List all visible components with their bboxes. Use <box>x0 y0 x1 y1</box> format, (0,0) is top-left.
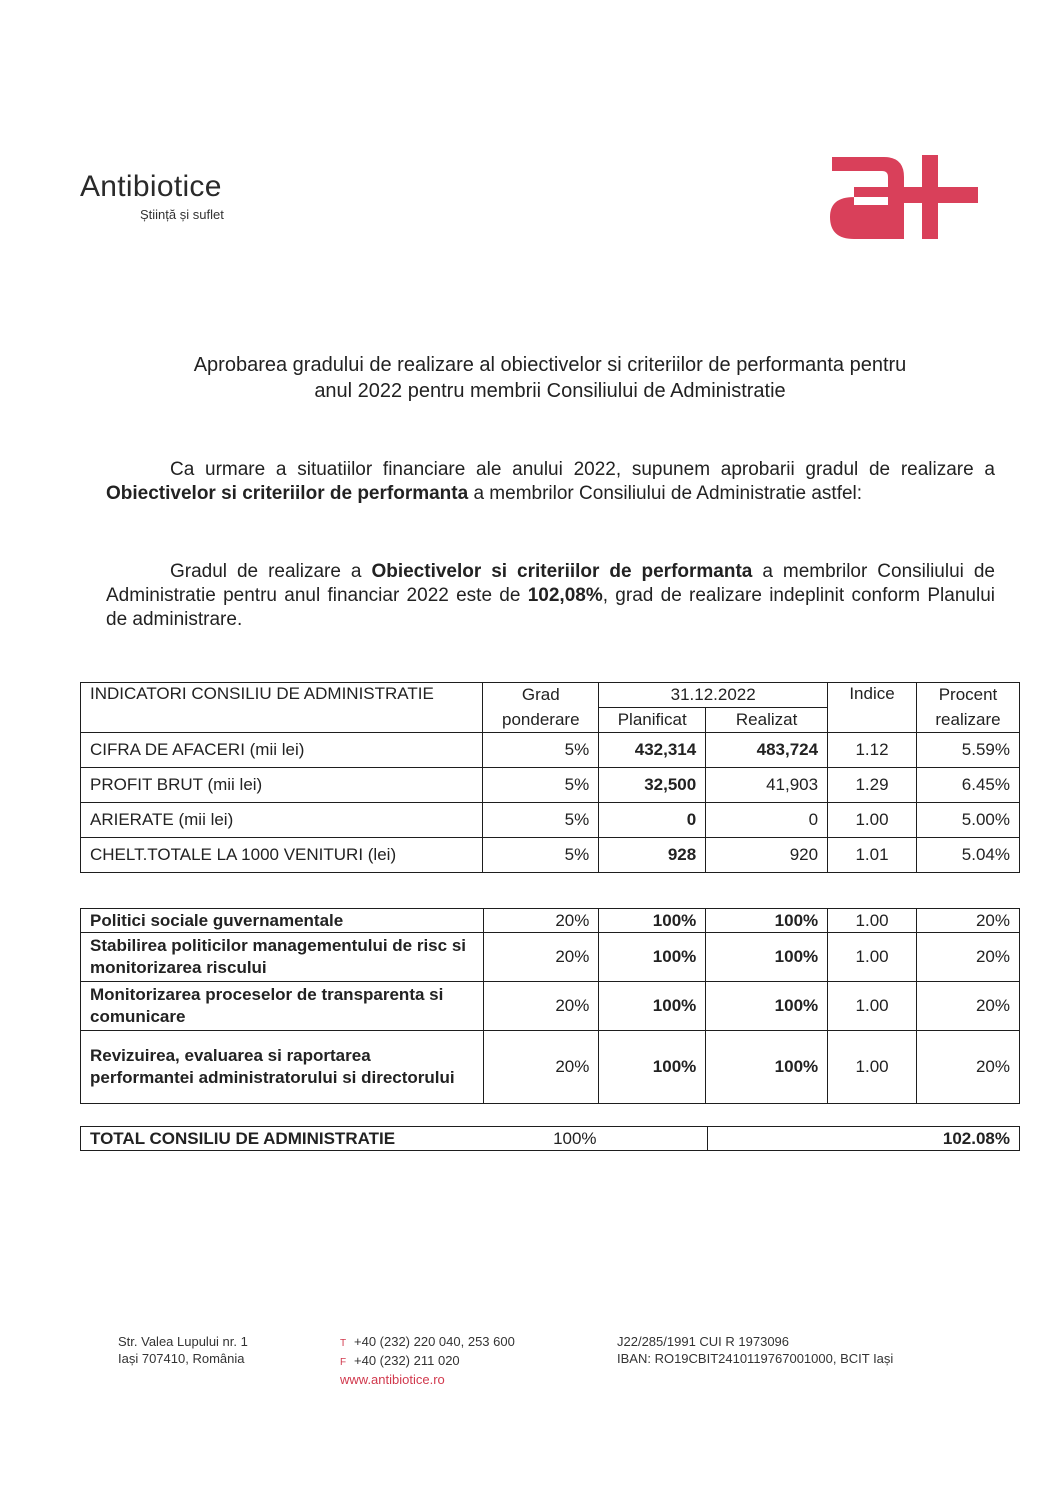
p1-bold: Obiectivelor si criteriilor de performanta <box>106 483 469 504</box>
cell-grad: 5% <box>483 768 599 803</box>
table-row <box>81 982 1020 1031</box>
brand-tagline: Știință și suflet <box>140 207 224 222</box>
cell-indice: 1.00 <box>828 803 917 838</box>
cell-realizat: 100% <box>706 909 828 933</box>
p2-text-c: , grad de realizare indeplinit conform Planului de administrare. <box>106 585 995 630</box>
address-line-2: Iași 707410, România <box>118 1351 245 1366</box>
cell-planificat: 100% <box>599 1031 706 1104</box>
header-realizat: Realizat <box>706 708 828 733</box>
cell-grad: 5% <box>483 733 599 768</box>
cell-indicator: Monitorizarea proceselor de transparenta si comunicare <box>81 982 484 1031</box>
cell-indicator: CHELT.TOTALE LA 1000 VENITURI (lei) <box>81 838 483 873</box>
cell-indice: 1.00 <box>828 933 917 982</box>
cell-realizat: 100% <box>706 933 828 982</box>
p1-text-b: a membrilor Consiliului de Administratie astfel: <box>468 483 863 504</box>
header-indice: Indice <box>828 683 917 733</box>
cell-planificat: 432,314 <box>599 733 706 768</box>
cell-indice: 1.12 <box>828 733 917 768</box>
cell-indicator: Politici sociale guvernamentale <box>81 909 484 933</box>
cell-procent: 20% <box>917 982 1020 1031</box>
table-row <box>81 768 1020 803</box>
cell-procent: 6.45% <box>916 768 1019 803</box>
phone-label: T <box>340 1338 347 1349</box>
cell-realizat: 100% <box>706 1031 828 1104</box>
governance-criteria-table <box>80 908 1020 1104</box>
total-procent: 102.08% <box>708 1127 1020 1151</box>
cell-planificat: 100% <box>599 909 706 933</box>
cell-grad: 5% <box>483 838 599 873</box>
cell-grad: 20% <box>483 933 599 982</box>
p2-text-a: Gradul de realizare a <box>170 561 372 582</box>
cell-realizat: 920 <box>706 838 828 873</box>
phone-number: +40 (232) 220 040, 253 600 <box>354 1334 515 1349</box>
cell-indicator: Stabilirea politicilor managementului de risc si monitorizarea riscului <box>81 933 484 982</box>
p1-text-a: Ca urmare a situatiilor financiare ale anului 2022, supunem aprobarii gradul de realizare a <box>170 459 995 480</box>
cell-procent: 5.04% <box>916 838 1019 873</box>
cell-realizat: 0 <box>706 803 828 838</box>
cell-indicator: CIFRA DE AFACERI (mii lei) <box>81 733 483 768</box>
iban: IBAN: RO19CBIT241011976700100​0, BCIT Iași <box>617 1351 894 1366</box>
cell-procent: 20% <box>917 909 1020 933</box>
cell-planificat: 0 <box>599 803 706 838</box>
cell-realizat: 41,903 <box>706 768 828 803</box>
address-line-1: Str. Valea Lupului nr. 1 <box>118 1334 248 1349</box>
table-row <box>81 803 1020 838</box>
header-indicator: INDICATORI CONSILIU DE ADMINISTRATIE <box>81 683 483 733</box>
intro-paragraph <box>106 458 995 506</box>
table-row <box>81 838 1020 873</box>
cell-planificat: 100% <box>599 982 706 1031</box>
brand-name: Antibiotice <box>80 170 222 203</box>
table-row <box>81 933 1020 982</box>
cell-grad: 20% <box>483 909 599 933</box>
cell-indice: 1.00 <box>828 982 917 1031</box>
title-line-2: anul 2022 pentru membrii Consiliului de Administratie <box>314 380 786 402</box>
total-table <box>80 1126 1020 1151</box>
cell-indice: 1.01 <box>828 838 917 873</box>
total-label: TOTAL CONSILIU DE ADMINISTRATIE <box>81 1127 484 1151</box>
cell-procent: 20% <box>917 1031 1020 1104</box>
website-link[interactable]: www.antibiotice.ro <box>340 1372 445 1387</box>
table-row <box>81 909 1020 933</box>
header-procent-line2: realizare <box>916 708 1019 733</box>
header-planificat: Planificat <box>599 708 706 733</box>
total-row <box>81 1127 1020 1151</box>
table-row <box>81 733 1020 768</box>
cell-grad: 5% <box>483 803 599 838</box>
cell-indice: 1.00 <box>828 909 917 933</box>
cell-indice: 1.00 <box>828 1031 917 1104</box>
fax-number: +40 (232) 211 020 <box>354 1353 460 1368</box>
p2-bold-value: 102,08% <box>527 585 603 606</box>
cell-realizat: 100% <box>706 982 828 1031</box>
title-line-1: Aprobarea gradului de realizare al obiectivelor si criteriilor de performanta pentru <box>193 354 907 376</box>
a-plus-logo-icon <box>826 147 978 243</box>
cell-procent: 20% <box>917 933 1020 982</box>
footer-contact <box>340 1333 515 1388</box>
footer-address <box>118 1333 248 1367</box>
p2-bold: Obiectivelor si criteriilor de performanta <box>371 561 753 582</box>
header-grad-line1: Grad <box>483 683 599 708</box>
registry-number: J22/285/1991 CUI R 1973096 <box>617 1334 790 1349</box>
p2-text-b: a membrilor Consiliului de Administratie pentru anul financiar 2022 este de <box>106 561 995 606</box>
cell-indicator: Revizuirea, evaluarea si raportarea performantei administratorului si directorului <box>81 1031 484 1104</box>
header-procent-line1: Procent <box>916 683 1019 708</box>
cell-procent: 5.00% <box>916 803 1019 838</box>
header-grad-line2: ponderare <box>483 708 599 733</box>
cell-procent: 5.59% <box>916 733 1019 768</box>
cell-planificat: 100% <box>599 933 706 982</box>
cell-realizat: 483,724 <box>706 733 828 768</box>
table-row <box>81 1031 1020 1104</box>
footer-registry <box>617 1333 893 1367</box>
cell-indice: 1.29 <box>828 768 917 803</box>
cell-planificat: 928 <box>599 838 706 873</box>
financial-indicators-table <box>80 682 1020 873</box>
header-date: 31.12.2022 <box>599 683 828 708</box>
cell-indicator: ARIERATE (mii lei) <box>81 803 483 838</box>
result-paragraph <box>106 560 995 632</box>
cell-grad: 20% <box>483 1031 599 1104</box>
cell-indicator: PROFIT BRUT (mii lei) <box>81 768 483 803</box>
document-title <box>90 352 1010 404</box>
cell-planificat: 32,500 <box>599 768 706 803</box>
cell-grad: 20% <box>483 982 599 1031</box>
fax-label: F <box>340 1357 347 1368</box>
total-grad: 100% <box>483 1127 708 1151</box>
